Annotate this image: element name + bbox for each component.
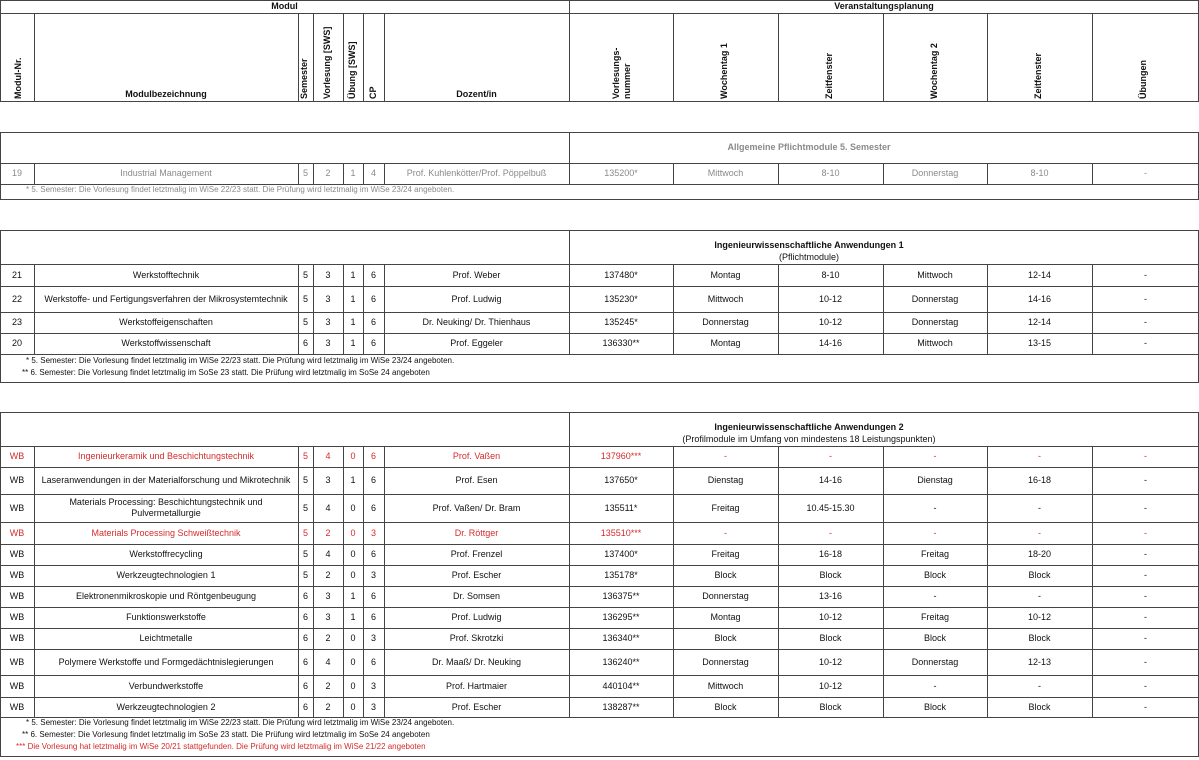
zeitfenster-2-cell: Block (1028, 633, 1051, 643)
zeitfenster-1-cell: 10-12 (818, 656, 843, 667)
uebung-sws-cell: 0 (350, 633, 356, 643)
grid-line (343, 13, 344, 101)
column-header-vorlesungsnummer (611, 48, 633, 99)
column-header-vorlesungsnummer-line: Vorlesungs- (611, 47, 621, 99)
wochentag-2-cell: Block (923, 701, 946, 712)
uebungen-cell: - (1144, 475, 1147, 485)
uebung-sws-cell: 1 (350, 338, 356, 348)
cp-cell: 6 (370, 317, 376, 327)
dozent-cell: Dr. Neuking/ Dr. Thienhaus (422, 317, 531, 327)
cp-cell: 3 (370, 701, 376, 712)
uebungen-cell: - (1144, 527, 1147, 538)
column-header-zeitfenster-1: Zeitfenster (824, 52, 834, 99)
grid-line (313, 13, 314, 101)
zeitfenster-2-cell: Block (1028, 570, 1051, 580)
grid-line (363, 13, 364, 101)
zeitfenster-2-cell: 13-15 (1027, 338, 1052, 348)
wochentag-2-cell: - (933, 451, 937, 461)
vorlesungsnummer-cell: 136295** (602, 612, 640, 622)
cp-cell: 6 (370, 475, 376, 485)
dozent-cell: Dr. Somsen (452, 591, 501, 601)
wochentag-1-cell: Freitag (711, 549, 740, 559)
wochentag-1-cell: Dienstag (707, 475, 744, 485)
column-header-vorlesung: Vorlesung [SWS] (322, 26, 332, 99)
dozent-cell: Dr. Maaß/ Dr. Neuking (431, 656, 522, 667)
wochentag-1-cell: Montag (710, 612, 741, 622)
semester-cell: 5 (302, 293, 308, 304)
uebungen-cell: - (1144, 549, 1147, 559)
modulbezeichnung-cell: Laseranwendungen in der Materialforschung und Mikrotechnik (41, 475, 291, 485)
uebung-sws-cell: 1 (350, 612, 356, 622)
zeitfenster-2-cell: - (1038, 591, 1041, 601)
semester-cell: 6 (302, 591, 308, 601)
section-subtitle: (Profilmodule im Umfang von mindestens 18 Leistungspunkten) (682, 434, 936, 444)
vorlesung-sws-cell: 2 (325, 633, 331, 643)
uebungen-cell: - (1144, 570, 1147, 580)
dozent-cell: Dr. Röttger (454, 527, 499, 538)
vorlesung-sws-cell: 2 (325, 168, 331, 178)
modulbezeichnung-cell: Materials Processing Schweißtechnik (91, 527, 241, 538)
modulbezeichnung-cell: Polymere Werkstoffe und Formgedächtnislegierungen (58, 656, 274, 667)
vorlesungsnummer-cell: 136340** (602, 633, 640, 643)
column-header-modul-nr: Modul-Nr. (13, 57, 23, 99)
modul-nr-cell: WB (9, 570, 25, 580)
wochentag-1-cell: Block (714, 633, 737, 643)
uebung-sws-cell: 0 (350, 549, 356, 559)
vorlesungsnummer-cell: 135200* (604, 168, 638, 178)
uebung-sws-cell: 1 (350, 293, 356, 304)
modulbezeichnung-cell: Werkstoffe- und Fertigungsverfahren der Mikrosystemtechnik (44, 293, 288, 304)
vorlesungsnummer-cell: 137400* (604, 549, 638, 559)
uebungen-cell: - (1144, 612, 1147, 622)
modul-nr-cell: WB (9, 549, 25, 559)
vorlesungsnummer-cell: 135511* (604, 502, 638, 513)
wochentag-2-cell: Dienstag (917, 475, 953, 485)
zeitfenster-1-cell: Block (819, 701, 842, 712)
uebungen-cell: - (1144, 269, 1147, 280)
modul-nr-cell: WB (9, 656, 25, 667)
modulbezeichnung-cell: Elektronenmikroskopie und Röntgenbeugung (75, 591, 257, 601)
zeitfenster-1-cell: 10.45-15.30 (806, 502, 855, 513)
dozent-cell: Prof. Escher (451, 570, 502, 580)
column-header-vorlesungsnummer-line: nummer (622, 63, 632, 99)
wochentag-2-cell: - (933, 502, 937, 513)
grid-line (0, 184, 1, 199)
wochentag-2-cell: Donnerstag (911, 656, 959, 667)
dozent-cell: Prof. Hartmaier (445, 680, 507, 691)
cp-cell: 6 (370, 549, 376, 559)
uebung-sws-cell: 1 (350, 475, 356, 485)
zeitfenster-1-cell: - (829, 527, 832, 538)
grid-line (0, 354, 1199, 355)
uebung-sws-cell: 1 (350, 591, 356, 601)
wochentag-1-cell: - (724, 451, 727, 461)
vorlesungsnummer-cell: 137960*** (600, 451, 642, 461)
uebungen-cell: - (1144, 591, 1147, 601)
semester-cell: 5 (302, 269, 308, 280)
vorlesungsnummer-cell: 135510*** (600, 527, 642, 538)
semester-cell: 6 (302, 633, 308, 643)
column-header-dozent: Dozent/in (456, 89, 497, 99)
vorlesung-sws-cell: 4 (325, 656, 331, 667)
modulbezeichnung-cell: Werkstoffeigenschaften (119, 317, 213, 327)
grid-line (384, 13, 385, 101)
vorlesung-sws-cell: 3 (325, 338, 331, 348)
cp-cell: 6 (370, 338, 376, 348)
zeitfenster-1-cell: Block (819, 570, 842, 580)
footnote: *** Die Vorlesung hat letztmalig im WiSe 20/21 stattgefunden. Die Prüfung wird letztmalig im WiSe 21/22 angeboten (16, 742, 426, 751)
wochentag-2-cell: Donnerstag (911, 317, 959, 327)
dozent-cell: Prof. Eggeler (450, 338, 503, 348)
grid-line (34, 13, 35, 101)
modul-nr-cell: WB (9, 612, 25, 622)
uebungen-cell: - (1144, 502, 1147, 513)
wochentag-2-cell: Mittwoch (917, 338, 953, 348)
uebungen-cell: - (1144, 293, 1147, 304)
cp-cell: 6 (370, 656, 376, 667)
section-subtitle: (Pflichtmodule) (778, 252, 840, 262)
grid-line (0, 199, 1199, 200)
grid-line (0, 717, 1, 756)
uebungen-cell: - (1144, 168, 1147, 178)
wochentag-2-cell: Donnerstag (911, 293, 959, 304)
vorlesung-sws-cell: 3 (325, 293, 331, 304)
cp-cell: 6 (370, 451, 376, 461)
cp-cell: 6 (370, 293, 376, 304)
wochentag-1-cell: Donnerstag (702, 656, 749, 667)
grid-line (673, 13, 674, 101)
vorlesungsnummer-cell: 135178* (604, 570, 638, 580)
dozent-cell: Prof. Kuhlenkötter/Prof. Pöppelbuß (406, 168, 547, 178)
dozent-cell: Prof. Skrotzki (449, 633, 504, 643)
vorlesungsnummer-cell: 137480* (604, 269, 638, 280)
grid-line (0, 101, 1199, 102)
dozent-cell: Prof. Ludwig (451, 612, 502, 622)
modul-nr-cell: WB (9, 701, 25, 712)
semester-cell: 6 (302, 338, 308, 348)
zeitfenster-2-cell: 14-16 (1027, 293, 1052, 304)
vorlesung-sws-cell: 4 (325, 451, 331, 461)
modulbezeichnung-cell: Werkstofftechnik (132, 269, 200, 280)
zeitfenster-1-cell: 10-12 (818, 293, 843, 304)
footnote: ** 6. Semester: Die Vorlesung findet letztmalig im SoSe 23 statt. Die Prüfung wird letztmalig im SoSe 24 angeboten (22, 730, 430, 739)
uebungen-cell: - (1144, 451, 1147, 461)
modul-nr-cell: 21 (11, 269, 22, 280)
wochentag-2-cell: - (933, 591, 937, 601)
uebungen-cell: - (1144, 701, 1147, 712)
zeitfenster-2-cell: 8-10 (1030, 168, 1049, 178)
dozent-cell: Prof. Vaßen/ Dr. Bram (432, 502, 521, 513)
dozent-cell: Prof. Vaßen (452, 451, 501, 461)
vorlesungsnummer-cell: 138287** (602, 701, 640, 712)
wochentag-1-cell: Mittwoch (707, 680, 744, 691)
vorlesung-sws-cell: 3 (325, 612, 331, 622)
footnote: * 5. Semester: Die Vorlesung findet letztmalig im WiSe 22/23 statt. Die Prüfung wird letztmalig im WiSe 23/24 angeboten. (26, 356, 455, 365)
modulbezeichnung-cell: Funktionswerkstoffe (126, 612, 206, 622)
wochentag-2-cell: - (933, 680, 937, 691)
vorlesung-sws-cell: 3 (325, 317, 331, 327)
zeitfenster-1-cell: 14-16 (818, 475, 843, 485)
zeitfenster-1-cell: 10-12 (818, 612, 843, 622)
grid-line (0, 0, 1, 101)
vorlesungsnummer-cell: 136240** (602, 656, 640, 667)
column-header-zeitfenster-2: Zeitfenster (1033, 52, 1043, 99)
grid-line (883, 13, 884, 101)
grid-line (0, 756, 1199, 757)
wochentag-2-cell: Freitag (920, 549, 949, 559)
zeitfenster-1-cell: 14-16 (818, 338, 843, 348)
footnote: * 5. Semester: Die Vorlesung findet letztmalig im WiSe 22/23 statt. Die Prüfung wird letztmalig im WiSe 23/24 angeboten. (26, 185, 455, 194)
zeitfenster-1-cell: 10-12 (818, 317, 843, 327)
semester-cell: 6 (302, 701, 308, 712)
uebung-sws-cell: 1 (350, 317, 356, 327)
zeitfenster-1-cell: Block (819, 633, 842, 643)
zeitfenster-1-cell: - (829, 451, 832, 461)
uebung-sws-cell: 0 (350, 701, 356, 712)
column-header-cp: CP (368, 86, 378, 99)
semester-cell: 6 (302, 656, 308, 667)
semester-cell: 5 (302, 502, 308, 513)
vorlesungsnummer-cell: 135245* (604, 317, 638, 327)
wochentag-2-cell: Block (923, 633, 946, 643)
semester-cell: 5 (302, 549, 308, 559)
grid-line (778, 13, 779, 101)
grid-line (569, 0, 570, 101)
wochentag-2-cell: Mittwoch (917, 269, 953, 280)
semester-cell: 5 (302, 475, 308, 485)
cp-cell: 3 (370, 633, 376, 643)
zeitfenster-2-cell: - (1038, 680, 1041, 691)
wochentag-1-cell: Mittwoch (707, 293, 744, 304)
cp-cell: 6 (370, 612, 376, 622)
vorlesung-sws-cell: 4 (325, 549, 331, 559)
modulbezeichnung-cell: Werkzeugtechnologien 1 (116, 570, 216, 580)
cp-cell: 4 (370, 168, 376, 178)
modul-nr-cell: 22 (11, 293, 22, 304)
vorlesungsnummer-cell: 136330** (602, 338, 640, 348)
zeitfenster-1-cell: 8-10 (821, 168, 840, 178)
uebungen-cell: - (1144, 317, 1147, 327)
footnote: * 5. Semester: Die Vorlesung findet letztmalig im WiSe 22/23 statt. Die Prüfung wird letztmalig im WiSe 23/24 angeboten. (26, 718, 455, 727)
semester-cell: 5 (302, 570, 308, 580)
wochentag-1-cell: - (724, 527, 727, 538)
zeitfenster-2-cell: - (1038, 502, 1041, 513)
uebung-sws-cell: 0 (350, 527, 356, 538)
section-title: Allgemeine Pflichtmodule 5. Semester (727, 141, 891, 152)
zeitfenster-2-cell: 10-12 (1027, 612, 1052, 622)
section-title: Ingenieurwissenschaftliche Anwendungen 1 (714, 240, 904, 250)
modulbezeichnung-cell: Verbundwerkstoffe (128, 680, 204, 691)
vorlesungsnummer-cell: 135230* (604, 293, 638, 304)
vorlesung-sws-cell: 2 (325, 570, 331, 580)
modulbezeichnung-cell: Industrial Management (120, 168, 212, 178)
modulbezeichnung-cell: Werkstoffwissenschaft (121, 338, 211, 348)
modul-nr-cell: WB (9, 680, 25, 691)
zeitfenster-2-cell: 12-13 (1027, 656, 1052, 667)
wochentag-1-cell: Montag (710, 338, 741, 348)
vorlesungsnummer-cell: 137650* (604, 475, 638, 485)
zeitfenster-2-cell: - (1038, 527, 1041, 538)
section-title: Ingenieurwissenschaftliche Anwendungen 2 (714, 422, 904, 432)
modul-nr-cell: 19 (11, 168, 22, 178)
modul-nr-cell: WB (9, 591, 25, 601)
zeitfenster-2-cell: 16-18 (1027, 475, 1052, 485)
column-header-semester: Semester (299, 58, 309, 99)
grid-line (1092, 13, 1093, 101)
vorlesungsnummer-cell: 440104** (602, 680, 640, 691)
header-group-veranstaltungsplanung: Veranstaltungsplanung (834, 1, 934, 11)
wochentag-1-cell: Donnerstag (702, 317, 749, 327)
semester-cell: 5 (302, 168, 308, 178)
vorlesung-sws-cell: 4 (325, 502, 331, 513)
column-header-modulbezeichnung: Modulbezeichnung (125, 89, 207, 99)
dozent-cell: Prof. Weber (452, 269, 501, 280)
dozent-cell: Prof. Ludwig (451, 293, 502, 304)
header-group-modul: Modul (271, 1, 298, 11)
modulbezeichnung-cell: Leichtmetalle (139, 633, 193, 643)
dozent-cell: Prof. Esen (455, 475, 498, 485)
cp-cell: 6 (370, 502, 376, 513)
modul-nr-cell: WB (9, 633, 25, 643)
zeitfenster-2-cell: 12-14 (1027, 269, 1052, 280)
cp-cell: 3 (370, 680, 376, 691)
uebungen-cell: - (1144, 633, 1147, 643)
wochentag-2-cell: Block (923, 570, 946, 580)
modul-nr-cell: WB (9, 527, 25, 538)
uebung-sws-cell: 1 (350, 269, 356, 280)
vorlesung-sws-cell: 3 (325, 269, 331, 280)
wochentag-2-cell: Freitag (920, 612, 949, 622)
semester-cell: 5 (302, 317, 308, 327)
uebungen-cell: - (1144, 656, 1147, 667)
uebung-sws-cell: 1 (350, 168, 356, 178)
cp-cell: 6 (370, 591, 376, 601)
column-header-wochentag-1: Wochentag 1 (719, 43, 729, 99)
uebungen-cell: - (1144, 680, 1147, 691)
zeitfenster-2-cell: Block (1028, 701, 1051, 712)
grid-line (0, 382, 1199, 383)
modul-nr-cell: WB (9, 475, 25, 485)
wochentag-1-cell: Montag (710, 269, 741, 280)
semester-cell: 5 (302, 451, 308, 461)
wochentag-1-cell: Freitag (711, 502, 740, 513)
grid-line (0, 354, 1, 382)
dozent-cell: Prof. Escher (451, 701, 502, 712)
vorlesung-sws-cell: 3 (325, 475, 331, 485)
cp-cell: 3 (370, 527, 376, 538)
column-header-uebungen: Übungen (1138, 60, 1148, 99)
modulbezeichnung-cell: Ingenieurkeramik und Beschichtungstechnik (77, 451, 255, 461)
footnote: ** 6. Semester: Die Vorlesung findet letztmalig im SoSe 23 statt. Die Prüfung wird letztmalig im SoSe 24 angeboten (22, 368, 430, 377)
zeitfenster-2-cell: - (1038, 451, 1041, 461)
dozent-cell: Prof. Frenzel (450, 549, 503, 559)
semester-cell: 6 (302, 612, 308, 622)
zeitfenster-2-cell: 12-14 (1027, 317, 1052, 327)
grid-line (987, 13, 988, 101)
modulbezeichnung-cell: Materials Processing: Beschichtungstechnik und Pulvermetallurgie (69, 497, 263, 518)
uebungen-cell: - (1144, 338, 1147, 348)
zeitfenster-1-cell: 8-10 (821, 269, 840, 280)
modul-nr-cell: 23 (11, 317, 22, 327)
modulbezeichnung-cell: Werkzeugtechnologien 2 (116, 701, 216, 712)
wochentag-1-cell: Mittwoch (707, 168, 744, 178)
zeitfenster-1-cell: 10-12 (818, 680, 843, 691)
modul-nr-cell: WB (9, 502, 25, 513)
uebung-sws-cell: 0 (350, 451, 356, 461)
modulbezeichnung-cell: Werkstoffrecycling (129, 549, 203, 559)
modul-nr-cell: 20 (11, 338, 22, 348)
vorlesung-sws-cell: 2 (325, 680, 331, 691)
vorlesung-sws-cell: 2 (325, 701, 331, 712)
vorlesungsnummer-cell: 136375** (602, 591, 640, 601)
modul-nr-cell: WB (9, 451, 25, 461)
cp-cell: 6 (370, 269, 376, 280)
uebung-sws-cell: 0 (350, 502, 356, 513)
column-header-uebung: Übung [SWS] (347, 41, 357, 99)
uebung-sws-cell: 0 (350, 570, 356, 580)
zeitfenster-1-cell: 13-16 (818, 591, 843, 601)
uebung-sws-cell: 0 (350, 680, 356, 691)
uebung-sws-cell: 0 (350, 656, 356, 667)
wochentag-1-cell: Block (714, 570, 737, 580)
cp-cell: 3 (370, 570, 376, 580)
wochentag-1-cell: Block (714, 701, 737, 712)
vorlesung-sws-cell: 3 (325, 591, 331, 601)
wochentag-2-cell: Donnerstag (911, 168, 959, 178)
semester-cell: 5 (302, 527, 308, 538)
wochentag-2-cell: - (933, 527, 937, 538)
zeitfenster-2-cell: 18-20 (1027, 549, 1052, 559)
wochentag-1-cell: Donnerstag (702, 591, 749, 601)
zeitfenster-1-cell: 16-18 (818, 549, 843, 559)
column-header-wochentag-2: Wochentag 2 (929, 43, 939, 99)
vorlesung-sws-cell: 2 (325, 527, 331, 538)
grid-line (0, 13, 1199, 14)
semester-cell: 6 (302, 680, 308, 691)
